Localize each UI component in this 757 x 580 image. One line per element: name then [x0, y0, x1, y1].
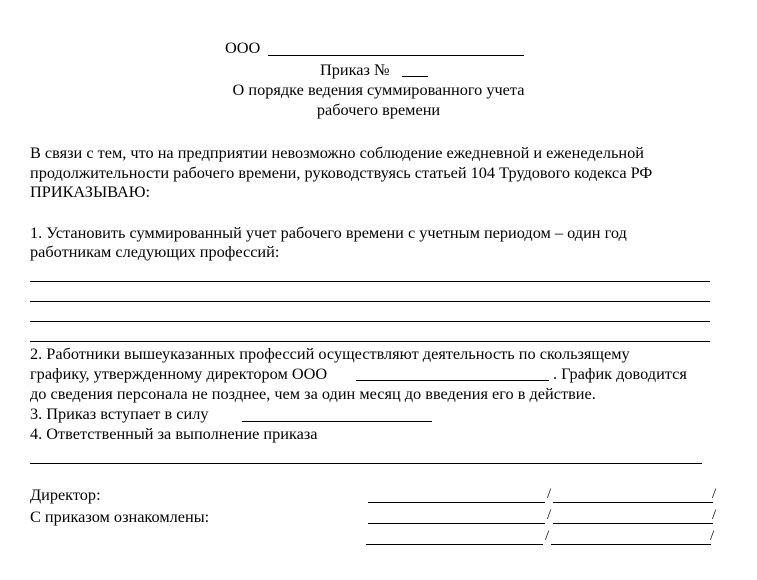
- employee-signature-blank-2[interactable]: [366, 544, 543, 545]
- item1-line1: 1. Установить суммированный учет рабочего времени с учетным периодом – один год: [30, 223, 627, 242]
- employee-name-blank-2[interactable]: [551, 544, 711, 545]
- preamble-line1: В связи с тем, что на предприятии невозможно соблюдение ежедневной и еженедельной: [30, 143, 644, 162]
- preamble-order-word: ПРИКАЗЫВАЮ:: [30, 182, 150, 201]
- item2-line1: 2. Работники вышеуказанных профессий осуществляют деятельность по скользящему: [30, 344, 630, 363]
- item3-label: 3. Приказ вступает в силу: [30, 404, 209, 423]
- order-label: Приказ №: [320, 60, 390, 79]
- acquainted-label: С приказом ознакомлены:: [30, 507, 210, 526]
- effective-date-blank[interactable]: [242, 421, 432, 422]
- director-label: Директор:: [30, 485, 101, 504]
- item4-label: 4. Ответственный за выполнение приказа: [30, 424, 318, 443]
- org-name-blank[interactable]: [268, 55, 524, 56]
- employee-signature-blank-1[interactable]: [368, 523, 545, 524]
- item1-line2: работникам следующих профессий:: [30, 242, 280, 261]
- item2-line3: до сведения персонала не позднее, чем за один месяц до введения его в действие.: [30, 384, 596, 403]
- item2-line2-end: . График доводится: [553, 364, 687, 383]
- professions-blank-3[interactable]: [30, 321, 710, 322]
- professions-blank-4[interactable]: [30, 341, 710, 342]
- director-name-blank[interactable]: [553, 502, 713, 503]
- signature-separator: /: [710, 528, 715, 544]
- employee-name-blank-1[interactable]: [553, 523, 713, 524]
- signature-separator: /: [547, 486, 552, 502]
- responsible-person-blank[interactable]: [30, 463, 702, 464]
- item2-line2-start: графику, утвержденному директором ООО: [30, 364, 328, 383]
- org-prefix: ООО: [225, 38, 261, 57]
- preamble-line2: продолжительности рабочего времени, руководствуясь статьей 104 Трудового кодекса РФ: [30, 163, 653, 182]
- order-number-blank[interactable]: [402, 76, 428, 77]
- signature-separator: /: [545, 528, 550, 544]
- order-title-line2: рабочего времени: [316, 100, 441, 119]
- signature-separator: /: [712, 486, 717, 502]
- signature-separator: /: [712, 507, 717, 523]
- professions-blank-2[interactable]: [30, 301, 710, 302]
- order-number-label: [320, 60, 390, 80]
- professions-blank-1[interactable]: [30, 281, 710, 282]
- order-title-line1: О порядке ведения суммированного учета: [232, 80, 525, 99]
- org-name-blank-2[interactable]: [356, 380, 549, 381]
- signature-separator: /: [547, 507, 552, 523]
- director-signature-blank[interactable]: [368, 502, 545, 503]
